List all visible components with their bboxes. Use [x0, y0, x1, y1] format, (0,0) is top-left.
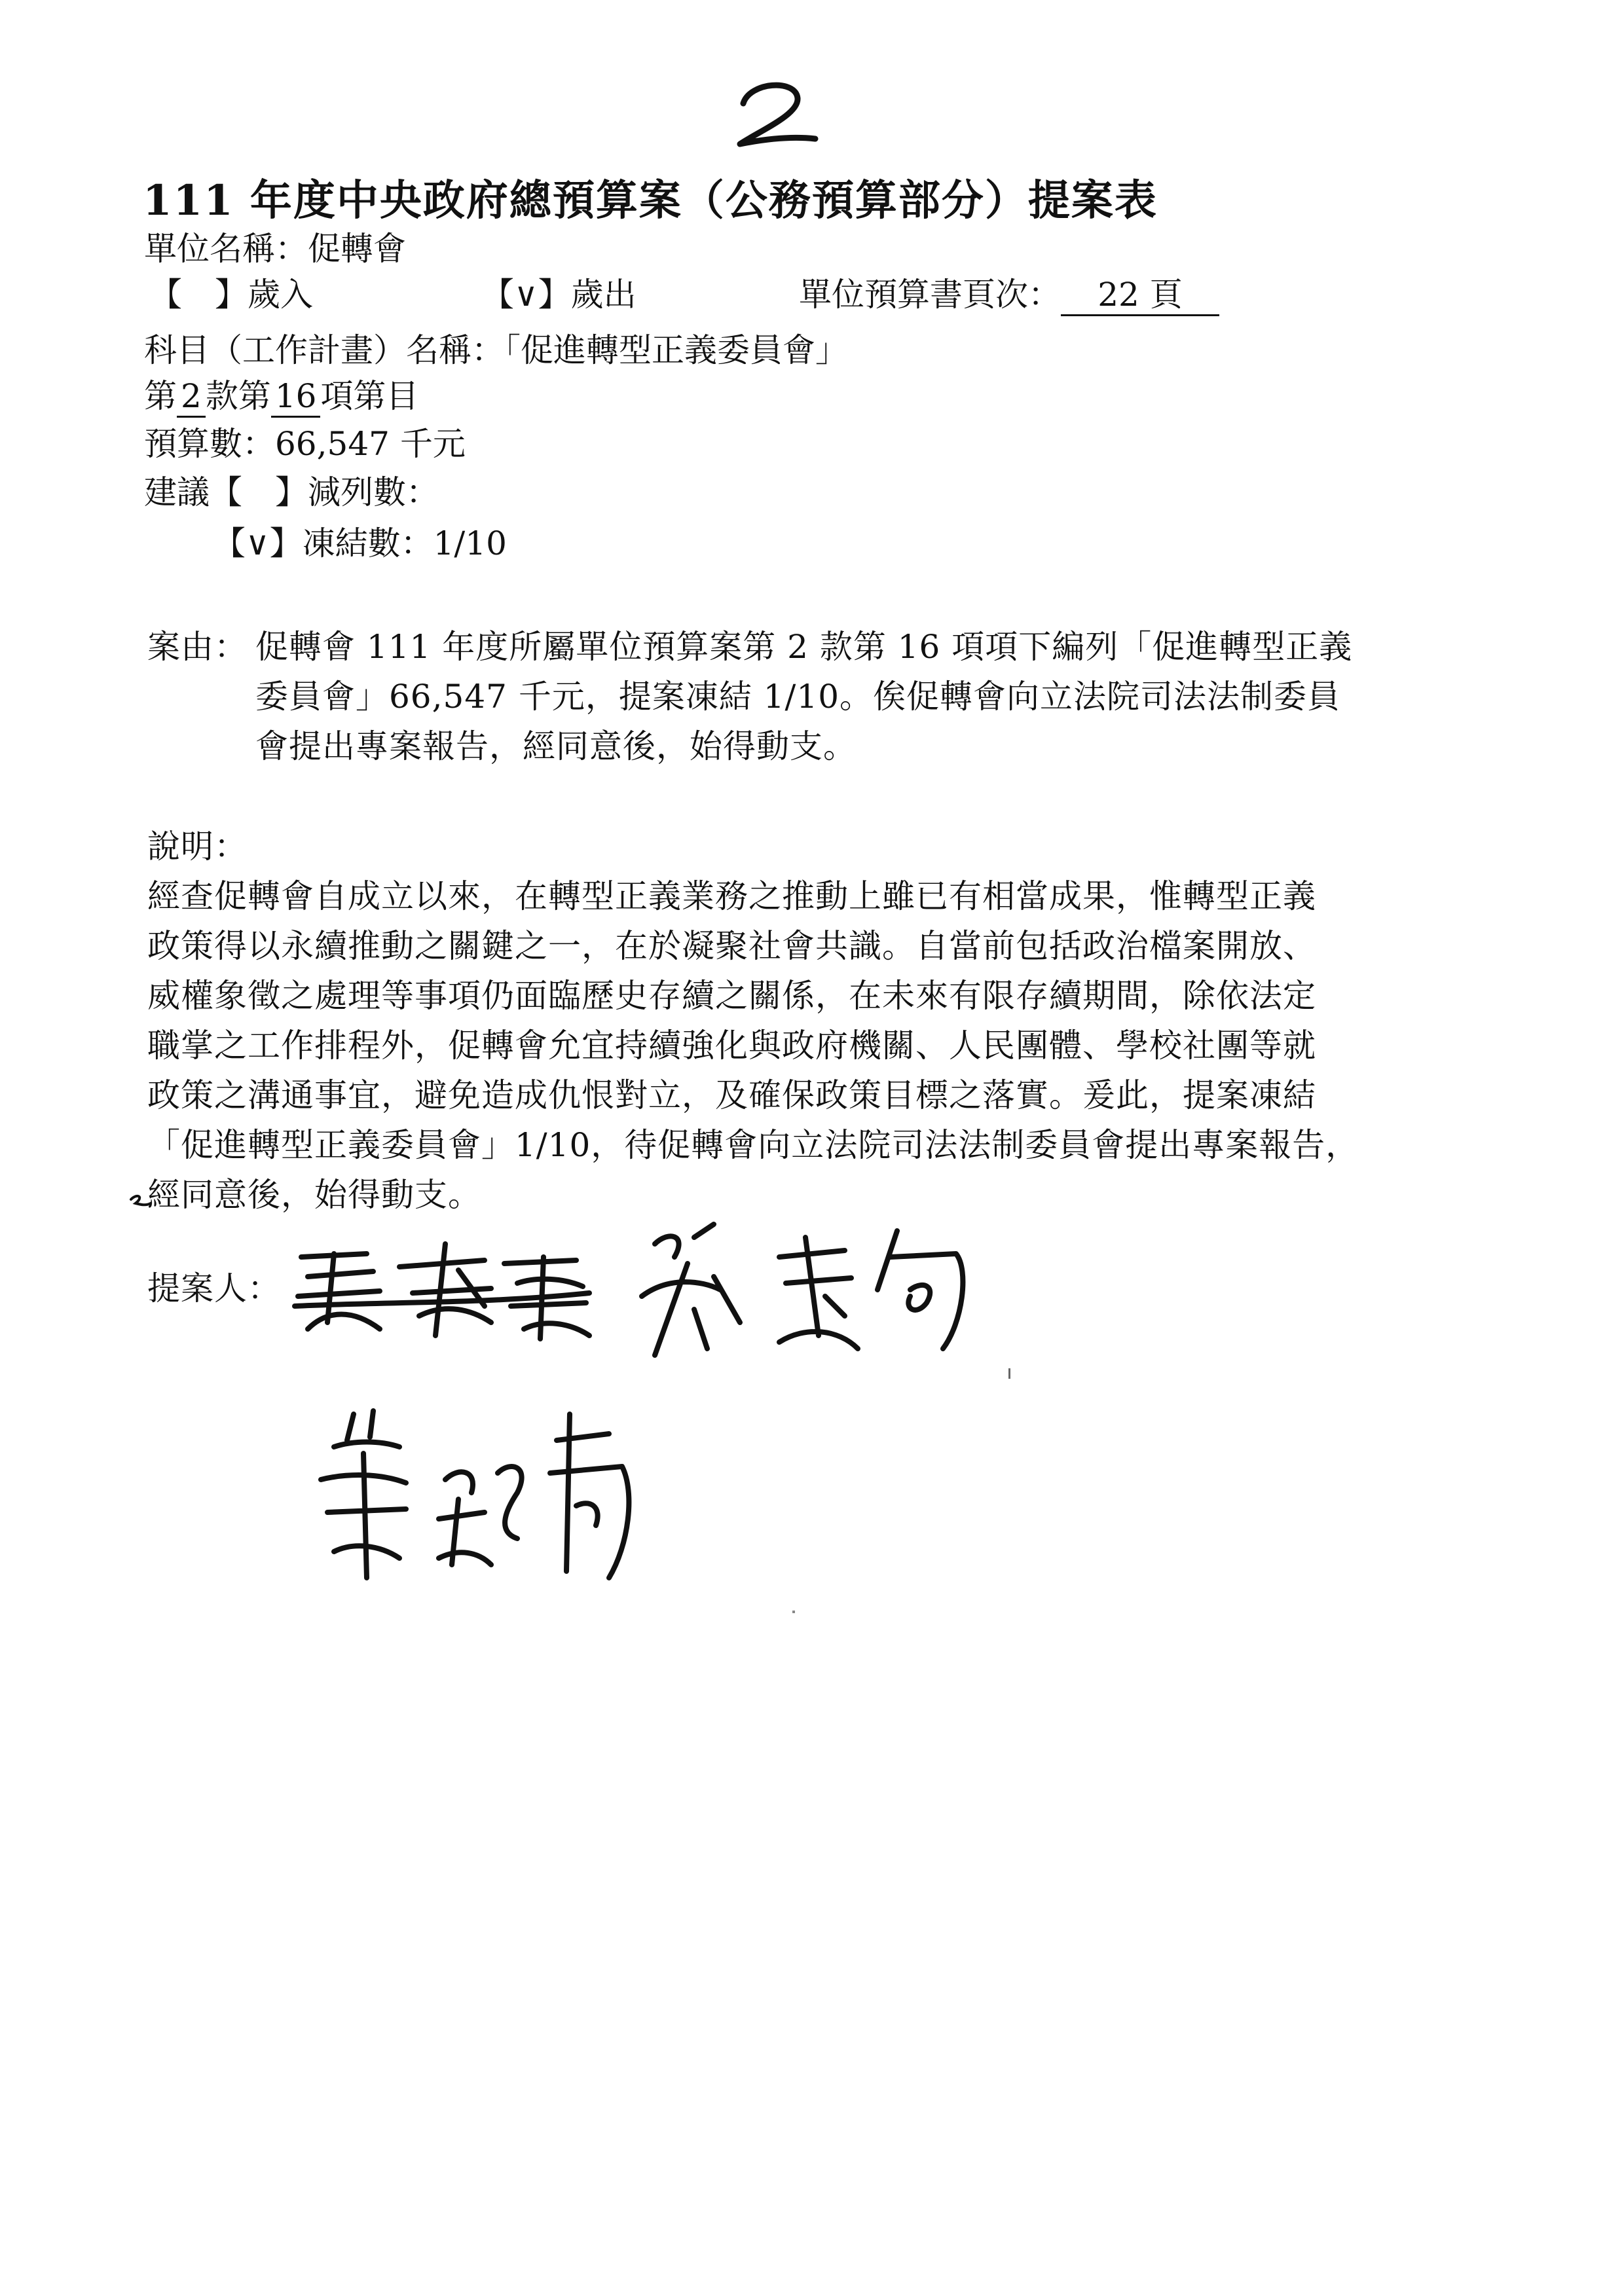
reduce-label: 減列數： [308, 473, 439, 511]
expenditure-checkbox-row [481, 275, 637, 314]
scan-speck [1008, 1368, 1010, 1379]
budget-amount-row [144, 424, 466, 464]
budget-amount-value: 66,547 千元 [275, 425, 466, 463]
reduce-checkbox: 【 】 [210, 473, 308, 511]
signature-3 [308, 1401, 648, 1591]
explanation-line: 經查促轉會自成立以來，在轉型正義業務之推動上雖已有相當成果，惟轉型正義 [147, 877, 1316, 915]
budget-page-label: 單位預算書頁次： [799, 276, 1061, 314]
explanation-line: 「促進轉型正義委員會」1/10，待促轉會向立法院司法法制委員會提出專案報告， [147, 1126, 1359, 1164]
budget-page-value: 22 頁 [1061, 275, 1219, 316]
item-suffix: 項第目 [320, 377, 419, 415]
revenue-label: 歲入 [248, 276, 313, 314]
signature-1 [288, 1231, 596, 1342]
revenue-checkbox-row [149, 275, 313, 314]
unit-label: 單位名稱： [144, 230, 308, 268]
case-line: 會提出專案報告，經同意後，始得動支。 [255, 727, 857, 765]
freeze-checkbox: 【∨】 [213, 524, 303, 562]
freeze-value: 1/10 [433, 524, 507, 562]
freeze-label: 凍結數： [302, 524, 434, 562]
item-kuan: 2 [177, 376, 206, 418]
case-label: 案由： [147, 628, 248, 666]
proposer-label: 提案人： [147, 1269, 281, 1307]
explanation-line: 經同意後，始得動支。 [147, 1176, 481, 1214]
expenditure-checkbox: 【∨】 [481, 276, 571, 314]
explanation-line: 政策之溝通事宜，避免造成仇恨對立，及確保政策目標之落實。爰此，提案凍結 [147, 1076, 1316, 1114]
case-line: 委員會」66,547 千元，提案凍結 1/10。俟促轉會向立法院司法法制委員 [255, 678, 1341, 716]
signature-2 [629, 1218, 995, 1368]
item-prefix: 第 [144, 377, 177, 415]
explanation-text [147, 871, 1359, 1220]
hand-mark [128, 1192, 154, 1211]
case-line: 促轉會 111 年度所屬單位預算案第 2 款第 16 項項下編列「促進轉型正義 [255, 628, 1353, 666]
explanation-line: 政策得以永續推動之關鍵之一，在於凝聚社會共識。自當前包括政治檔案開放、 [147, 927, 1316, 965]
freeze-row [213, 524, 507, 563]
scan-speck [792, 1611, 795, 1613]
budget-page-row [799, 275, 1219, 316]
expenditure-label: 歲出 [570, 276, 637, 314]
unit-name: 促轉會 [308, 230, 406, 268]
subject-label: 科目（工作計畫）名稱： [144, 331, 504, 369]
explanation-line: 職掌之工作排程外，促轉會允宜持續強化與政府機關、人民團體、學校社團等就 [147, 1027, 1316, 1065]
explanation-label: 說明： [147, 828, 248, 866]
handwritten-page-number [733, 79, 819, 151]
item-kuan-label: 款第 [205, 377, 271, 415]
budget-amount-label: 預算數： [144, 425, 275, 463]
item-xiang: 16 [271, 376, 321, 418]
unit-name-row [144, 229, 406, 268]
subject-row [144, 331, 848, 370]
suggest-label: 建議 [144, 473, 210, 511]
subject-value: 「促進轉型正義委員會」 [504, 331, 848, 369]
form-title: 111 年度中央政府總預算案（公務預算部分）提案表 [143, 176, 1158, 225]
explanation-line: 威權象徵之處理等事項仍面臨歷史存續之關係，在未來有限存續期間，除依法定 [147, 977, 1316, 1015]
suggest-reduce-row [144, 473, 439, 512]
revenue-checkbox: 【 】 [149, 276, 248, 314]
case-text [255, 622, 1352, 771]
item-number-row [144, 376, 418, 418]
